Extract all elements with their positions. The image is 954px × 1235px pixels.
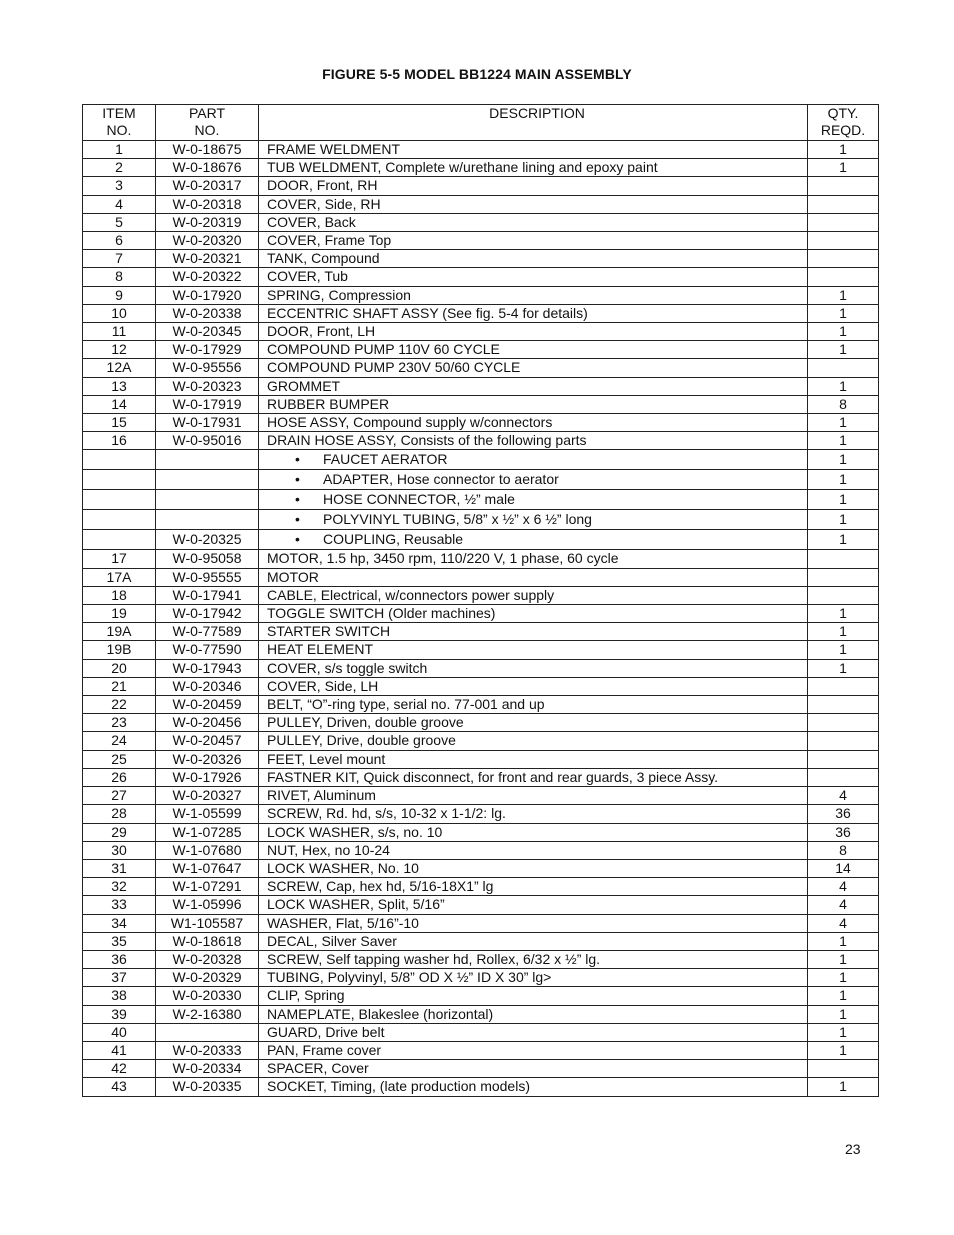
cell-description-text: ADAPTER, Hose connector to aerator [323, 471, 559, 488]
cell-item-no: 9 [83, 286, 156, 304]
cell-qty: 1 [808, 414, 879, 432]
cell-qty: 1 [808, 323, 879, 341]
cell-part-no: W-0-95016 [156, 432, 259, 450]
cell-qty [808, 550, 879, 568]
cell-description: WASHER, Flat, 5/16”-10 [259, 914, 808, 932]
table-row [83, 432, 879, 450]
cell-description: LOCK WASHER, s/s, no. 10 [259, 823, 808, 841]
cell-description: COVER, Side, LH [259, 677, 808, 695]
cell-qty [808, 696, 879, 714]
cell-part-no: W-0-20338 [156, 304, 259, 322]
cell-item-no: 12 [83, 341, 156, 359]
cell-item-no: 16 [83, 432, 156, 450]
cell-item-no: 21 [83, 677, 156, 695]
cell-part-no: W-0-20335 [156, 1078, 259, 1096]
cell-qty: 4 [808, 914, 879, 932]
cell-description: LOCK WASHER, No. 10 [259, 859, 808, 877]
table-row [83, 714, 879, 732]
table-row [83, 878, 879, 896]
cell-part-no: W-0-17942 [156, 605, 259, 623]
cell-description: SPACER, Cover [259, 1060, 808, 1078]
cell-qty [808, 177, 879, 195]
header-qty-reqd [808, 105, 879, 141]
table-subrow [83, 530, 879, 550]
cell-part-no: W-0-95058 [156, 550, 259, 568]
cell-part-no: W-0-20456 [156, 714, 259, 732]
cell-description: SOCKET, Timing, (late production models) [259, 1078, 808, 1096]
cell-qty: 1 [808, 530, 879, 550]
cell-description: DRAIN HOSE ASSY, Consists of the following parts [259, 432, 808, 450]
cell-part-no [156, 450, 259, 470]
table-row [83, 932, 879, 950]
cell-part-no: W-0-20319 [156, 213, 259, 231]
cell-qty [808, 1060, 879, 1078]
cell-description: LOCK WASHER, Split, 5/16” [259, 896, 808, 914]
cell-qty: 1 [808, 304, 879, 322]
table-row [83, 232, 879, 250]
table-row [83, 268, 879, 286]
cell-description-text: POLYVINYL TUBING, 5/8” x ½” x 6 ½” long [323, 511, 592, 528]
cell-qty [808, 359, 879, 377]
table-header-row [83, 105, 879, 141]
cell-qty: 1 [808, 341, 879, 359]
cell-item-no: 1 [83, 141, 156, 159]
bullet-icon: • [295, 531, 300, 548]
parts-table [82, 104, 879, 1097]
cell-description [259, 450, 808, 470]
cell-item-no: 19 [83, 605, 156, 623]
table-row [83, 586, 879, 604]
cell-description: GUARD, Drive belt [259, 1023, 808, 1041]
table-row [83, 677, 879, 695]
cell-qty: 1 [808, 932, 879, 950]
cell-qty [808, 250, 879, 268]
parts-table-body [83, 141, 879, 1097]
cell-qty: 4 [808, 896, 879, 914]
cell-item-no: 42 [83, 1060, 156, 1078]
cell-part-no: W-0-17919 [156, 395, 259, 413]
cell-description [259, 510, 808, 530]
header-part-no [156, 105, 259, 141]
cell-description: COVER, s/s toggle switch [259, 659, 808, 677]
cell-description: TOGGLE SWITCH (Older machines) [259, 605, 808, 623]
bullet-icon: • [295, 491, 300, 508]
cell-description: PULLEY, Driven, double groove [259, 714, 808, 732]
table-row [83, 177, 879, 195]
cell-part-no: W-0-95555 [156, 568, 259, 586]
cell-item-no [83, 490, 156, 510]
table-row [83, 1041, 879, 1059]
cell-item-no: 30 [83, 841, 156, 859]
cell-item-no [83, 470, 156, 490]
table-row [83, 414, 879, 432]
cell-qty: 1 [808, 159, 879, 177]
cell-part-no [156, 1023, 259, 1041]
table-row [83, 969, 879, 987]
cell-description: RUBBER BUMPER [259, 395, 808, 413]
cell-description: FEET, Level mount [259, 750, 808, 768]
table-row [83, 787, 879, 805]
cell-description: FRAME WELDMENT [259, 141, 808, 159]
cell-item-no: 23 [83, 714, 156, 732]
cell-part-no: W-0-95556 [156, 359, 259, 377]
table-subrow [83, 450, 879, 470]
table-row [83, 950, 879, 968]
cell-item-no: 4 [83, 195, 156, 213]
table-row [83, 213, 879, 231]
page-title: FIGURE 5-5 MODEL BB1224 MAIN ASSEMBLY [322, 66, 632, 82]
cell-item-no: 14 [83, 395, 156, 413]
cell-description [259, 470, 808, 490]
cell-part-no: W-0-17929 [156, 341, 259, 359]
cell-item-no: 17A [83, 568, 156, 586]
cell-description-text: FAUCET AERATOR [323, 451, 448, 468]
table-row [83, 304, 879, 322]
cell-qty [808, 268, 879, 286]
cell-description: STARTER SWITCH [259, 623, 808, 641]
cell-part-no: W-0-20459 [156, 696, 259, 714]
cell-item-no: 40 [83, 1023, 156, 1041]
cell-description: SCREW, Rd. hd, s/s, 10-32 x 1-1/2: lg. [259, 805, 808, 823]
cell-part-no: W-0-20322 [156, 268, 259, 286]
cell-part-no: W-0-20345 [156, 323, 259, 341]
table-row [83, 1005, 879, 1023]
cell-description: COMPOUND PUMP 230V 50/60 CYCLE [259, 359, 808, 377]
cell-qty: 1 [808, 1041, 879, 1059]
cell-qty: 1 [808, 623, 879, 641]
cell-description-text: COUPLING, Reusable [323, 531, 464, 548]
cell-description: RIVET, Aluminum [259, 787, 808, 805]
cell-qty: 1 [808, 659, 879, 677]
cell-qty: 1 [808, 141, 879, 159]
table-row [83, 859, 879, 877]
cell-part-no: W-1-07285 [156, 823, 259, 841]
header-item-line: ITEM NO. [102, 105, 136, 139]
cell-item-no: 13 [83, 377, 156, 395]
table-row [83, 377, 879, 395]
table-row [83, 805, 879, 823]
cell-item-no: 20 [83, 659, 156, 677]
table-subrow [83, 470, 879, 490]
cell-item-no: 11 [83, 323, 156, 341]
cell-qty [808, 568, 879, 586]
cell-item-no: 41 [83, 1041, 156, 1059]
cell-part-no: W-0-17926 [156, 768, 259, 786]
bullet-icon: • [295, 511, 300, 528]
cell-part-no: W-0-20328 [156, 950, 259, 968]
cell-item-no: 39 [83, 1005, 156, 1023]
cell-part-no: W-0-77589 [156, 623, 259, 641]
header-item-no [83, 105, 156, 141]
cell-qty [808, 195, 879, 213]
table-row [83, 323, 879, 341]
cell-description: MOTOR [259, 568, 808, 586]
cell-part-no [156, 510, 259, 530]
table-row [83, 641, 879, 659]
cell-qty: 36 [808, 805, 879, 823]
cell-description: SPRING, Compression [259, 286, 808, 304]
table-row [83, 141, 879, 159]
table-row [83, 1078, 879, 1096]
cell-description: NAMEPLATE, Blakeslee (horizontal) [259, 1005, 808, 1023]
table-row [83, 341, 879, 359]
table-row [83, 395, 879, 413]
cell-part-no: W-0-17920 [156, 286, 259, 304]
cell-description: NUT, Hex, no 10-24 [259, 841, 808, 859]
table-row [83, 159, 879, 177]
cell-qty: 1 [808, 987, 879, 1005]
table-row [83, 914, 879, 932]
cell-description: COVER, Tub [259, 268, 808, 286]
cell-description: GROMMET [259, 377, 808, 395]
cell-part-no: W-0-20329 [156, 969, 259, 987]
cell-description: DECAL, Silver Saver [259, 932, 808, 950]
cell-qty [808, 586, 879, 604]
cell-description: PULLEY, Drive, double groove [259, 732, 808, 750]
cell-part-no [156, 490, 259, 510]
cell-part-no: W-0-20457 [156, 732, 259, 750]
cell-description: PAN, Frame cover [259, 1041, 808, 1059]
cell-description: HEAT ELEMENT [259, 641, 808, 659]
cell-item-no: 38 [83, 987, 156, 1005]
cell-qty: 1 [808, 1078, 879, 1096]
cell-qty [808, 232, 879, 250]
table-row [83, 696, 879, 714]
table-row [83, 605, 879, 623]
cell-item-no: 3 [83, 177, 156, 195]
cell-qty [808, 768, 879, 786]
cell-part-no: W-1-05599 [156, 805, 259, 823]
cell-part-no: W-0-20320 [156, 232, 259, 250]
cell-qty: 8 [808, 395, 879, 413]
cell-qty: 36 [808, 823, 879, 841]
header-description: DESCRIPTION [259, 105, 808, 141]
cell-item-no: 28 [83, 805, 156, 823]
cell-qty: 1 [808, 1005, 879, 1023]
cell-item-no: 12A [83, 359, 156, 377]
cell-part-no: W-1-07291 [156, 878, 259, 896]
table-row [83, 1060, 879, 1078]
cell-description: COMPOUND PUMP 110V 60 CYCLE [259, 341, 808, 359]
cell-item-no: 25 [83, 750, 156, 768]
cell-item-no: 2 [83, 159, 156, 177]
table-row [83, 987, 879, 1005]
table-row [83, 732, 879, 750]
table-row [83, 896, 879, 914]
cell-qty: 1 [808, 969, 879, 987]
cell-description: CABLE, Electrical, w/connectors power supply [259, 586, 808, 604]
cell-description [259, 530, 808, 550]
cell-qty: 8 [808, 841, 879, 859]
cell-part-no: W-0-17931 [156, 414, 259, 432]
cell-item-no: 27 [83, 787, 156, 805]
cell-qty [808, 750, 879, 768]
cell-qty: 1 [808, 1023, 879, 1041]
table-row [83, 841, 879, 859]
cell-description: TANK, Compound [259, 250, 808, 268]
cell-item-no: 35 [83, 932, 156, 950]
cell-part-no: W-0-77590 [156, 641, 259, 659]
cell-part-no: W-0-20346 [156, 677, 259, 695]
cell-part-no: W-0-20334 [156, 1060, 259, 1078]
cell-part-no: W-0-20317 [156, 177, 259, 195]
cell-item-no [83, 530, 156, 550]
cell-qty: 1 [808, 641, 879, 659]
cell-item-no: 19A [83, 623, 156, 641]
table-row [83, 250, 879, 268]
table-row [83, 750, 879, 768]
cell-part-no [156, 470, 259, 490]
cell-description: TUB WELDMENT, Complete w/urethane lining and epoxy paint [259, 159, 808, 177]
cell-part-no: W-1-05996 [156, 896, 259, 914]
cell-item-no: 5 [83, 213, 156, 231]
cell-qty: 1 [808, 377, 879, 395]
cell-part-no: W-0-18676 [156, 159, 259, 177]
cell-description [259, 490, 808, 510]
bullet-icon: • [295, 471, 300, 488]
cell-item-no: 31 [83, 859, 156, 877]
cell-qty: 4 [808, 787, 879, 805]
cell-qty: 1 [808, 950, 879, 968]
cell-part-no: W-0-20321 [156, 250, 259, 268]
cell-part-no: W-0-17943 [156, 659, 259, 677]
table-row [83, 768, 879, 786]
cell-description: TUBING, Polyvinyl, 5/8” OD X ½” ID X 30” lg> [259, 969, 808, 987]
cell-item-no: 18 [83, 586, 156, 604]
cell-qty: 1 [808, 470, 879, 490]
cell-part-no: W-0-20333 [156, 1041, 259, 1059]
cell-qty: 1 [808, 490, 879, 510]
cell-part-no: W-0-20326 [156, 750, 259, 768]
table-row [83, 550, 879, 568]
cell-item-no: 29 [83, 823, 156, 841]
cell-part-no: W-0-20330 [156, 987, 259, 1005]
cell-part-no: W-0-18675 [156, 141, 259, 159]
table-row [83, 659, 879, 677]
header-part-line: PART NO. [188, 105, 226, 139]
cell-item-no: 24 [83, 732, 156, 750]
cell-item-no: 6 [83, 232, 156, 250]
cell-item-no: 26 [83, 768, 156, 786]
cell-description-text: HOSE CONNECTOR, ½” male [323, 491, 515, 508]
cell-item-no: 22 [83, 696, 156, 714]
table-row [83, 1023, 879, 1041]
cell-part-no: W-1-07680 [156, 841, 259, 859]
cell-description: COVER, Frame Top [259, 232, 808, 250]
cell-item-no: 34 [83, 914, 156, 932]
cell-qty: 1 [808, 432, 879, 450]
cell-part-no: W-2-16380 [156, 1005, 259, 1023]
cell-qty [808, 677, 879, 695]
cell-item-no: 10 [83, 304, 156, 322]
table-row [83, 286, 879, 304]
cell-description: BELT, “O”-ring type, serial no. 77-001 and up [259, 696, 808, 714]
cell-qty: 1 [808, 605, 879, 623]
cell-item-no: 32 [83, 878, 156, 896]
cell-item-no: 37 [83, 969, 156, 987]
cell-description: SCREW, Self tapping washer hd, Rollex, 6/32 x ½” lg. [259, 950, 808, 968]
cell-part-no: W1-105587 [156, 914, 259, 932]
cell-description: MOTOR, 1.5 hp, 3450 rpm, 110/220 V, 1 phase, 60 cycle [259, 550, 808, 568]
cell-item-no: 7 [83, 250, 156, 268]
cell-item-no [83, 450, 156, 470]
cell-part-no: W-0-20323 [156, 377, 259, 395]
cell-qty [808, 714, 879, 732]
cell-part-no: W-0-20325 [156, 530, 259, 550]
cell-qty: 1 [808, 510, 879, 530]
cell-description: CLIP, Spring [259, 987, 808, 1005]
table-row [83, 623, 879, 641]
cell-description: COVER, Back [259, 213, 808, 231]
cell-item-no: 36 [83, 950, 156, 968]
table-row [83, 359, 879, 377]
cell-item-no: 8 [83, 268, 156, 286]
cell-qty: 4 [808, 878, 879, 896]
cell-description: FASTNER KIT, Quick disconnect, for front and rear guards, 3 piece Assy. [259, 768, 808, 786]
cell-item-no: 43 [83, 1078, 156, 1096]
cell-item-no: 33 [83, 896, 156, 914]
cell-qty: 14 [808, 859, 879, 877]
table-subrow [83, 490, 879, 510]
cell-qty [808, 732, 879, 750]
cell-item-no: 19B [83, 641, 156, 659]
cell-qty: 1 [808, 450, 879, 470]
table-row [83, 195, 879, 213]
table-subrow [83, 510, 879, 530]
cell-qty: 1 [808, 286, 879, 304]
cell-part-no: W-0-18618 [156, 932, 259, 950]
cell-description: COVER, Side, RH [259, 195, 808, 213]
cell-description: DOOR, Front, RH [259, 177, 808, 195]
table-row [83, 568, 879, 586]
cell-item-no [83, 510, 156, 530]
cell-item-no: 17 [83, 550, 156, 568]
cell-description: ECCENTRIC SHAFT ASSY (See fig. 5-4 for details) [259, 304, 808, 322]
cell-description: HOSE ASSY, Compound supply w/connectors [259, 414, 808, 432]
cell-qty [808, 213, 879, 231]
cell-part-no: W-0-17941 [156, 586, 259, 604]
cell-part-no: W-0-20318 [156, 195, 259, 213]
header-qty-line: QTY. REQD. [820, 105, 866, 139]
page-number: 23 [845, 1141, 861, 1157]
cell-part-no: W-0-20327 [156, 787, 259, 805]
cell-item-no: 15 [83, 414, 156, 432]
cell-description: DOOR, Front, LH [259, 323, 808, 341]
cell-description: SCREW, Cap, hex hd, 5/16-18X1” lg [259, 878, 808, 896]
table-row [83, 823, 879, 841]
bullet-icon: • [295, 451, 300, 468]
cell-part-no: W-1-07647 [156, 859, 259, 877]
